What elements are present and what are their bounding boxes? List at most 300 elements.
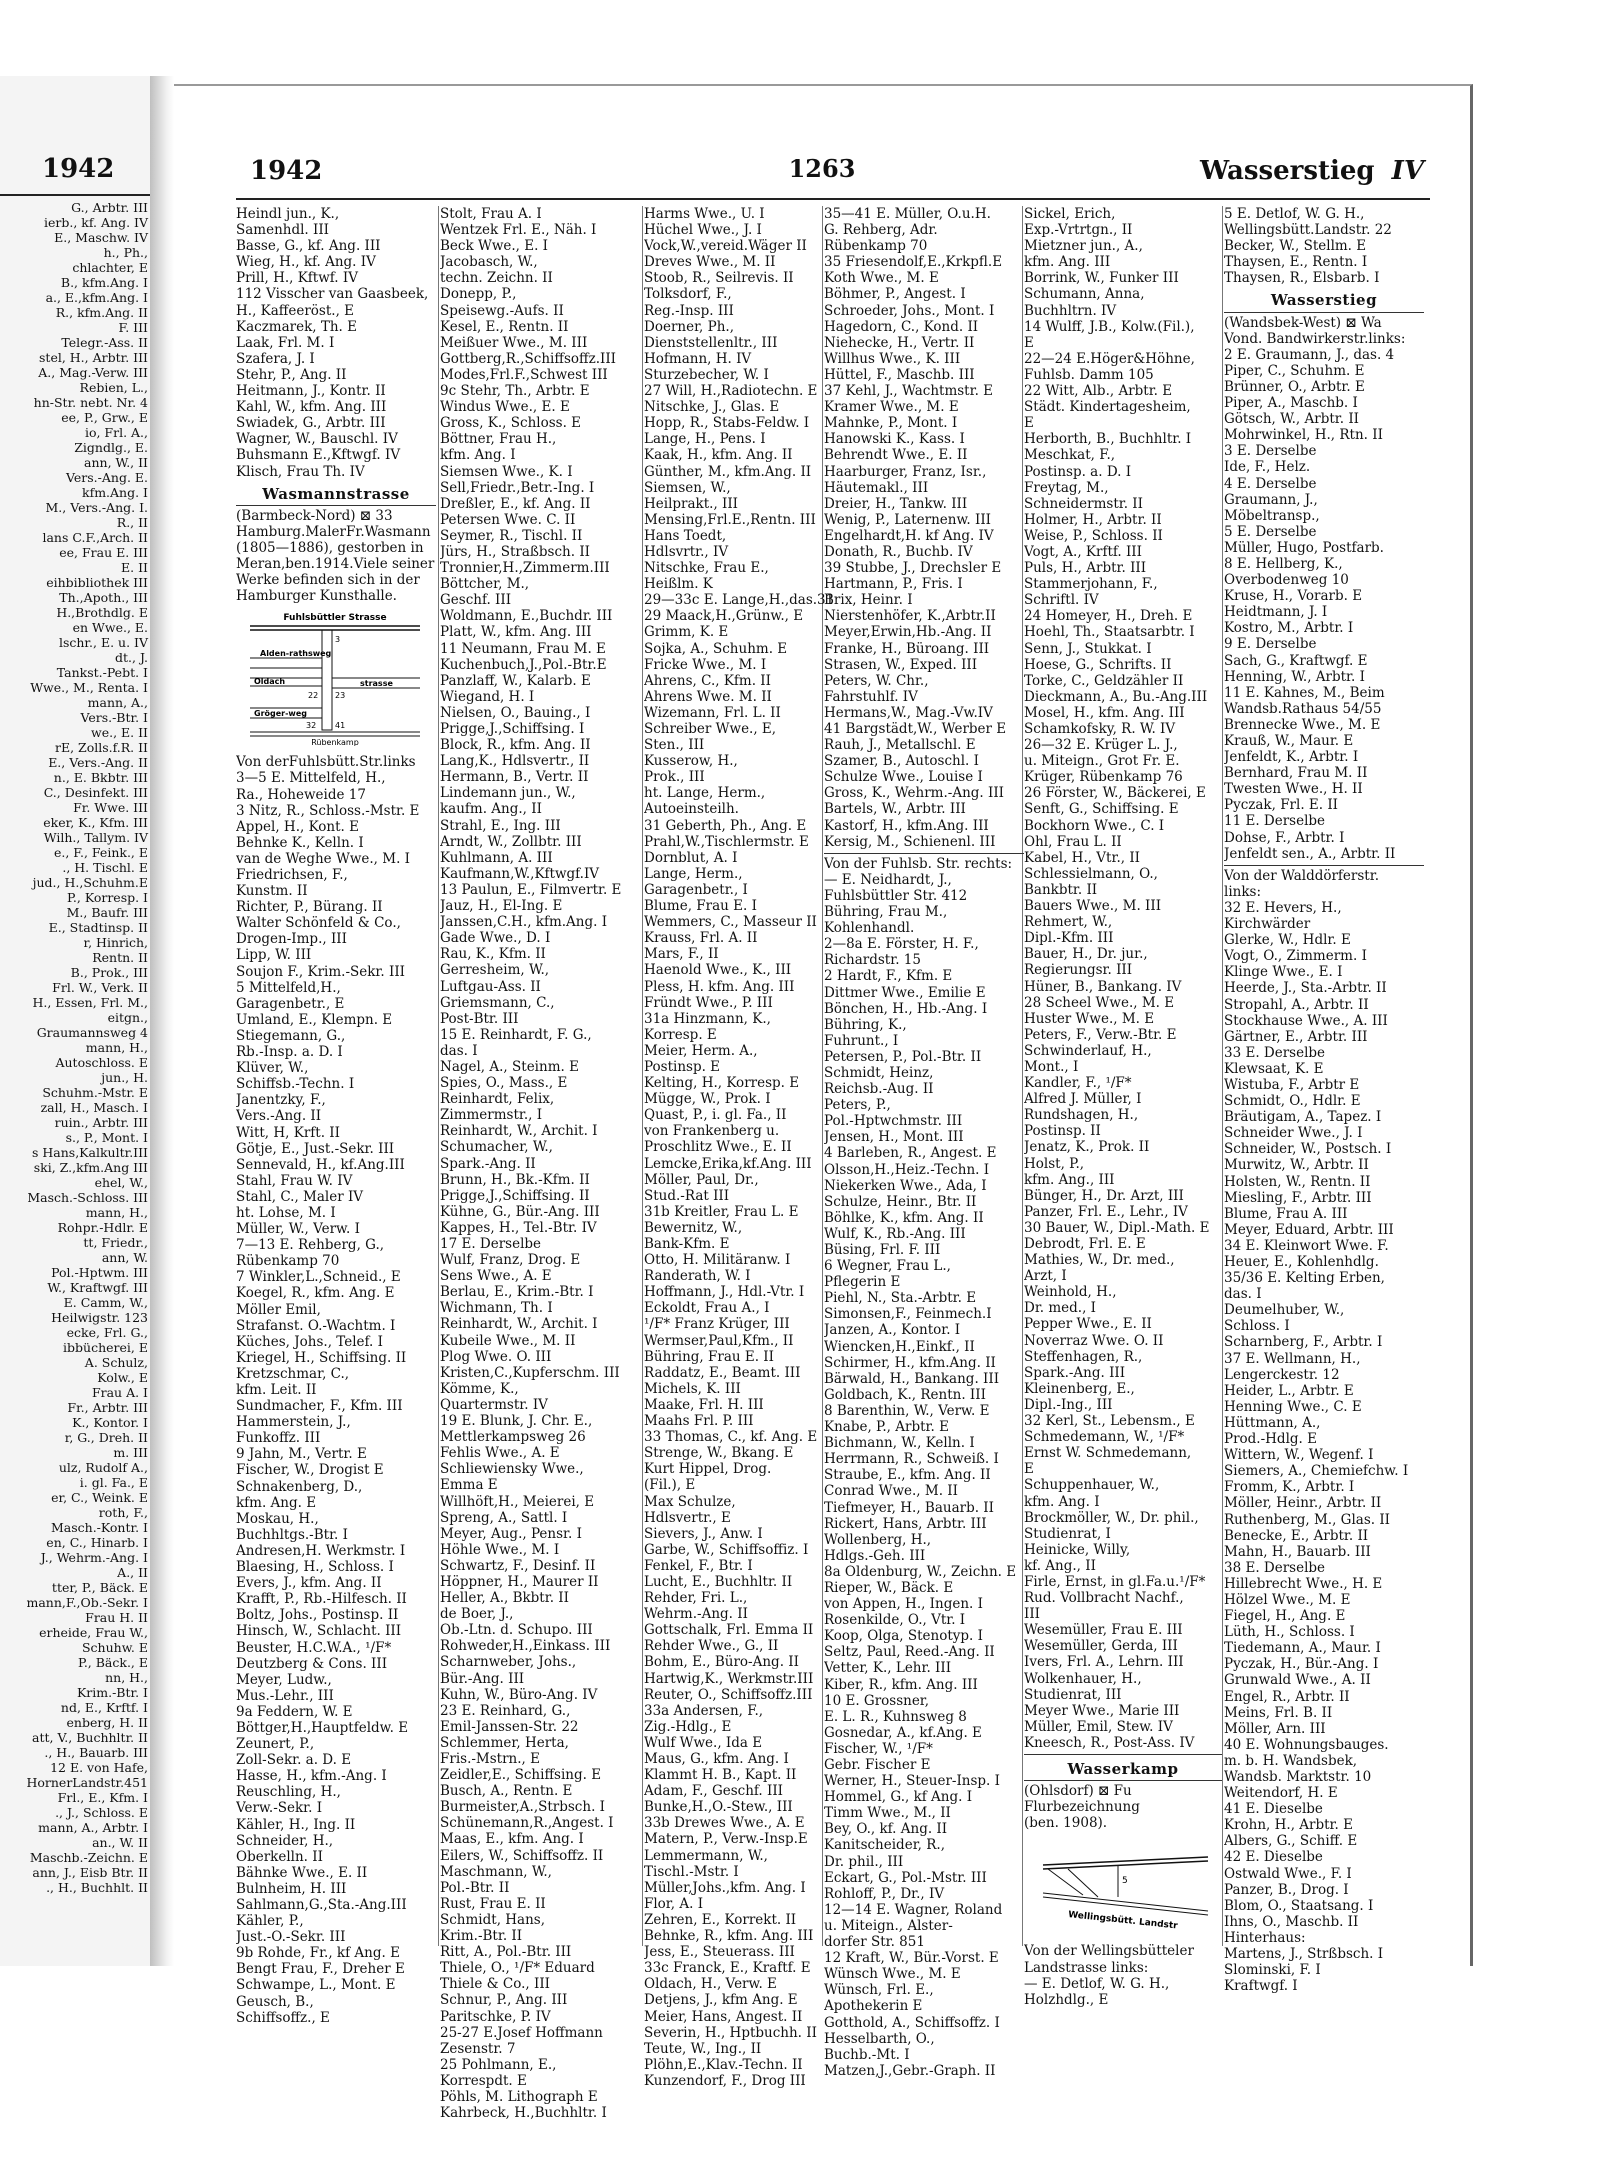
directory-entry: Götsch, W., Arbtr. II <box>1224 411 1359 428</box>
directory-entry: Postinsp. E <box>644 1058 721 1075</box>
directory-entry: Zeunert, P., <box>236 1736 315 1753</box>
directory-entry: Olsson,H.,Heiz.-Techn. I <box>824 1161 990 1178</box>
directory-entry: Flor, A. I <box>644 1895 704 1912</box>
directory-entry: Nitschke, Frau E., <box>644 560 769 577</box>
directory-entry: Maschb.-Zeichn. E <box>29 1850 148 1865</box>
directory-entry: ht. Lange, Herm., <box>644 785 766 802</box>
directory-entry: Böttcher, M., <box>440 576 530 593</box>
directory-entry: Tolksdorf, F., <box>644 286 732 303</box>
directory-entry: io, Frl. A., <box>84 425 148 440</box>
directory-entry: 5 Mittelfeld,H., <box>236 979 341 996</box>
directory-entry: Wandsb.Rathaus 54/55 <box>1224 700 1382 717</box>
directory-entry: (Fil.), E <box>644 1477 696 1494</box>
directory-entry: Böttner, Frau H., <box>440 431 557 448</box>
directory-entry: Hdlgs.-Geh. III <box>824 1547 926 1564</box>
directory-entry: Lemmermann, W., <box>644 1847 768 1864</box>
directory-entry: techn. Zeichn. II <box>440 270 553 287</box>
directory-entry: Mahn, H., Bauarb. III <box>1224 1543 1371 1560</box>
directory-entry: Siemers, A., Chemiefchw. I <box>1224 1463 1409 1480</box>
directory-entry: Meyer, Ludw., <box>236 1671 332 1688</box>
directory-entry: Spark.-Ang. III <box>1024 1364 1126 1381</box>
directory-entry: Bähnke Wwe., E. II <box>236 1864 368 1881</box>
directory-entry: Richardstr. 15 <box>824 952 921 969</box>
directory-entry: E. L. R., Kuhnsweg 8 <box>824 1708 967 1725</box>
directory-entry: 33a Andersen, F., <box>644 1702 764 1719</box>
directory-entry: ., H., Bauarb. III <box>44 1745 148 1760</box>
directory-entry: Scharnweber, Johs., <box>440 1654 577 1671</box>
directory-entry: ., H. Tischl. E <box>62 860 148 875</box>
directory-entry: Hermann, B., Vertr. II <box>440 769 589 786</box>
directory-entry: Hdlsvertr., E <box>644 1509 731 1526</box>
directory-entry: Wizemann, Frl. L. II <box>644 704 781 721</box>
directory-entry: Heilprakt., III <box>644 495 739 512</box>
directory-entry: Schulze Wwe., Louise I <box>824 769 983 786</box>
directory-entry: Schreiber Wwe., E, <box>644 721 777 737</box>
directory-entry: von Appen, H., Ingen. I <box>824 1596 983 1613</box>
directory-entry: i. gl. Fa., E <box>79 1475 148 1490</box>
directory-entry: Ahrens Wwe. M. II <box>644 688 772 705</box>
directory-entry: Zoll-Sekr. a. D. E <box>236 1752 352 1769</box>
directory-entry: 33c Franck, E., Kraftf. E <box>644 1960 811 1977</box>
directory-entry: Strasen, W., Exped. III <box>824 656 978 673</box>
directory-entry: Hartwig,K., Werkmstr.III <box>644 1670 814 1687</box>
directory-entry: 29—33c E. Lange,H.,das.31 <box>644 592 835 609</box>
directory-entry: Wesemüller, Gerda, III <box>1024 1638 1178 1655</box>
directory-entry: Krohn, H., Arbtr. E <box>1224 1817 1353 1834</box>
directory-entry: Henning, W., Arbtr. I <box>1224 668 1365 685</box>
column-separator <box>642 206 643 1946</box>
directory-entry: 37 E. Wellmann, H., <box>1224 1350 1361 1367</box>
directory-entry: ¹/F* Franz Krüger, III <box>644 1316 790 1333</box>
directory-entry: Thiele & Co., III <box>440 1976 551 1993</box>
previous-page-header-rule <box>0 194 150 196</box>
directory-entry: Bohm, E., Büro-Ang. II <box>644 1654 799 1671</box>
directory-entry: Hüttmann, A., <box>1224 1414 1321 1431</box>
directory-entry: Heidtmann, J. I <box>1224 604 1328 621</box>
directory-entry: Fischer, W., ¹/F* <box>824 1740 933 1757</box>
directory-entry: Dipl.-Ing., III <box>1024 1396 1113 1413</box>
directory-entry: Stahl, C., Maler IV <box>236 1188 364 1205</box>
directory-entry: 32 E. Hevers, H., <box>1224 899 1342 916</box>
directory-entry: Krafft, P., Rb.-Hilfesch. II <box>236 1591 407 1608</box>
directory-entry: HornerLandstr.451 <box>26 1775 148 1790</box>
directory-entry: 33b Drewes Wwe., A. E <box>644 1815 805 1832</box>
directory-entry: 19 E. Blunk, J. Chr. E., <box>440 1413 593 1430</box>
directory-entry: s., P., Mont. I <box>65 1130 148 1145</box>
directory-entry: Kastorf, H., kfm.Ang. III <box>824 817 989 834</box>
directory-entry: en Wwe., E. <box>72 620 148 635</box>
directory-entry: Ostwald Wwe., F. I <box>1224 1865 1352 1882</box>
directory-entry: Häutemakl., III <box>824 479 929 496</box>
directory-entry: Geusch, B., <box>236 1993 314 2010</box>
directory-entry: Kusserow, H., <box>644 753 738 770</box>
directory-entry: Fehlis Wwe., A. E <box>440 1445 560 1462</box>
directory-entry: Schneider, H., <box>236 1832 334 1849</box>
directory-entry: Hoffmann, J., Hdl.-Vtr. I <box>644 1284 805 1301</box>
directory-entry: Rohloff, P., Dr., IV <box>824 1885 945 1902</box>
directory-entry: Gotthold, A., Schiffsoffz. I <box>824 2014 1000 2031</box>
directory-entry: Schlemmer, Herta, <box>440 1734 569 1751</box>
directory-entry: Schirmer, H., kfm.Ang. II <box>824 1354 996 1371</box>
directory-entry: Tiefmeyer, H., Bauarb. II <box>824 1499 994 1516</box>
street-name: Wasserstieg <box>1200 156 1375 186</box>
directory-entry: Sell,Friedr.,Betr.-Ing. I <box>440 479 595 496</box>
directory-entry: Zeidler,E., Schiffsing. E <box>440 1767 602 1784</box>
directory-entry: ee, P., Grw., E <box>61 410 148 425</box>
directory-entry: Wemmers, C., Masseur II <box>644 914 817 931</box>
directory-entry: Zehren, E., Korrekt. II <box>644 1911 797 1928</box>
directory-entry: Wulf, K., Rb.-Ang. III <box>824 1225 966 1242</box>
directory-entry: 4 Barleben, R., Angest. E <box>824 1145 997 1162</box>
directory-entry: Rundshagen, H., <box>1024 1107 1139 1124</box>
directory-entry: Lüth, H., Schloss. I <box>1224 1624 1355 1641</box>
directory-entry: Wenig, P., Laternenw. III <box>824 511 992 528</box>
directory-entry: Sievers, J., Anw. I <box>644 1525 763 1542</box>
directory-entry: Hamburger Kunsthalle. <box>236 588 397 605</box>
directory-entry: Straube, E., kfm. Ang. II <box>824 1467 991 1484</box>
directory-entry: nn, H., <box>105 1670 148 1685</box>
directory-entry: Panzer, B., Drog. I <box>1224 1881 1349 1898</box>
directory-entry: Beuster, H.C.W.A., ¹/F* <box>236 1639 392 1656</box>
directory-entry: Senft, G., Schiffsing. E <box>1024 801 1179 818</box>
directory-entry: Fuhlsbüttler Str. 412 <box>824 887 968 904</box>
directory-entry: Weise, P., Schloss. II <box>1024 527 1163 544</box>
directory-entry: Lindemann jun., W., <box>440 785 576 802</box>
directory-entry: Plöhn,E.,Klav.-Techn. II <box>644 2056 803 2073</box>
directory-entry: Prigge,J.,Schiffsing. I <box>440 721 585 737</box>
directory-entry: kfm. Ang., III <box>1024 1171 1115 1188</box>
directory-entry: Sennevald, H., kf.Ang.III <box>236 1156 405 1173</box>
directory-entry: 8 E. Hellberg, K., <box>1224 555 1343 572</box>
directory-entry: Peters, F., Verw.-Btr. E <box>1024 1026 1177 1043</box>
directory-entry: Witt, H, Krft. II <box>236 1124 340 1141</box>
directory-entry: Speisewg.-Aufs. II <box>440 302 564 319</box>
directory-entry: Mont., I <box>1024 1058 1079 1075</box>
directory-entry: Kurt Hippel, Drog. <box>644 1461 772 1478</box>
directory-entry: Kubeile Wwe., M. II <box>440 1332 576 1349</box>
directory-page <box>174 84 1473 2122</box>
directory-entry: Burmeister,A.,Strbsch. I <box>440 1799 605 1816</box>
directory-entry: zall, H., Masch. I <box>40 1100 148 1115</box>
directory-entry: r, Hinrich, <box>83 935 148 950</box>
directory-entry: Dornblut, A. I <box>644 849 738 866</box>
directory-entry: 7 Winkler,L.,Schneid., E <box>236 1269 401 1286</box>
directory-entry: Buchb.-Mt. I <box>824 2046 910 2063</box>
directory-column-5 <box>1024 206 1222 2008</box>
directory-entry: Wilh., Tallym. IV <box>43 830 148 845</box>
directory-entry: Heitmann, J., Kontr. II <box>236 383 386 400</box>
directory-entry: Ritt, A., Pol.-Btr. III <box>440 1944 572 1961</box>
directory-entry: (1805—1886), gestorben in <box>236 539 424 556</box>
directory-entry: Wellingsbütt.Landstr. 22 <box>1224 222 1392 239</box>
section-rule <box>1224 865 1424 866</box>
directory-entry: Hoese, G., Schrifts. II <box>1024 656 1172 673</box>
directory-entry: rE, Zolls.f.R. II <box>54 740 148 755</box>
directory-entry: Mathies, W., Dr. med., <box>1024 1252 1175 1269</box>
directory-entry: Heindl jun., K., <box>236 206 340 222</box>
directory-entry: erheide, Frau W., <box>39 1625 148 1640</box>
directory-entry: Meran,ben.1914.Viele seiner <box>236 555 435 572</box>
directory-entry: B., kfm.Ang. I <box>60 275 148 290</box>
directory-entry: Twesten Wwe., H. II <box>1224 781 1363 798</box>
directory-entry: Firle, Ernst, in gl.Fa.u.¹/F* <box>1024 1573 1206 1590</box>
directory-entry: M., Vers.-Ang. I. <box>45 500 148 515</box>
directory-entry: Tronnier,H.,Zimmerm.III <box>440 560 610 577</box>
directory-entry: Hanowski K., Kass. I <box>824 431 965 448</box>
street-heading: Wasmannstrasse <box>262 484 410 503</box>
directory-entry: Knabe, P., Arbtr. E <box>824 1419 949 1436</box>
directory-entry: Sojka, A., Schuhm. E <box>644 640 788 657</box>
directory-entry: Möbeltransp., <box>1224 507 1320 524</box>
directory-entry: Hinterhaus: <box>1224 1929 1306 1946</box>
directory-entry: Wesemüller, Frau E. III <box>1024 1622 1183 1639</box>
directory-entry: Verw.-Sekr. I <box>236 1800 323 1817</box>
directory-entry: Haarburger, Franz, Isr., <box>824 463 987 480</box>
directory-entry: A. Schulz, <box>84 1355 148 1370</box>
directory-column-3 <box>644 206 844 2089</box>
directory-entry: Kristen,C.,Kupferschm. III <box>440 1364 620 1381</box>
directory-entry: Bür.-Ang. III <box>440 1670 525 1687</box>
directory-entry: Henning Wwe., C. E <box>1224 1398 1362 1415</box>
directory-entry: Bewernitz, W., <box>644 1219 743 1236</box>
directory-entry: 41 Bargstädt,W., Werber E <box>824 721 1007 737</box>
directory-entry: 26—32 E. Krüger L. J., <box>1024 737 1178 754</box>
directory-entry: 2—8a E. Förster, H. F., <box>824 936 979 953</box>
directory-entry: Krauß, W., Maur. E <box>1224 733 1354 749</box>
directory-entry: ., H., Buchhlt. II <box>46 1880 148 1895</box>
directory-entry: Meyer, Aug., Pensr. I <box>440 1525 582 1542</box>
directory-entry: eker, K., Kfm. III <box>43 815 148 830</box>
directory-entry: 13 Paulun, E., Filmvertr. E <box>440 881 622 898</box>
directory-entry: kfm. Ang. I <box>440 447 516 464</box>
directory-entry: Koegel, R., kfm. Ang. E <box>236 1285 395 1302</box>
directory-entry: W., Kraftwgf. III <box>47 1280 148 1295</box>
directory-entry: Lucht, E., Buchhltr. II <box>644 1573 793 1590</box>
directory-entry: Kersig, M., Schienenl. III <box>824 833 996 850</box>
directory-entry: 38 E. Derselbe <box>1224 1559 1326 1576</box>
directory-entry: Bunke,H.,O.-Stew., III <box>644 1799 793 1816</box>
directory-entry: Nitschke, J., Glas. E <box>644 399 780 416</box>
directory-entry: Kabel, H., Vtr., II <box>1024 849 1140 866</box>
directory-entry: kf. Ang., II <box>1024 1557 1096 1574</box>
directory-entry: Stud.-Rat III <box>644 1187 730 1204</box>
directory-entry: R., II <box>116 515 148 530</box>
directory-entry: Mettlerkampsweg 26 <box>440 1429 586 1446</box>
directory-entry: Brix, Heinr. I <box>824 592 913 609</box>
directory-entry: Thiele, O., ¹/F* Eduard <box>440 1960 595 1977</box>
directory-entry: Holzhdlg., E <box>1024 1991 1109 2008</box>
directory-entry: Frau H. II <box>85 1610 148 1625</box>
directory-entry: s Hans,Kalkultr.III <box>31 1145 148 1160</box>
directory-entry: Becker, W., Stellm. E <box>1224 238 1367 255</box>
directory-entry: 9b Rohde, Fr., kf Ang. E <box>236 1945 400 1962</box>
directory-entry: Sach, G., Kraftwgf. E <box>1224 652 1368 669</box>
directory-entry: Holsten, W., Rentn. II <box>1224 1173 1371 1190</box>
directory-entry: Woldmann, E.,Buchdr. III <box>440 608 613 625</box>
directory-entry: Von der Fuhlsb. Str. rechts: <box>824 855 1013 872</box>
directory-entry: er, C., Weink. E <box>51 1490 148 1505</box>
directory-entry: Walter Schönfeld & Co., <box>236 915 401 932</box>
directory-entry: kfm.Ang. I <box>82 485 148 500</box>
directory-entry: Hdlsvrtr., IV <box>644 543 729 560</box>
directory-entry: Rentn. II <box>92 950 148 965</box>
directory-entry: E. II <box>121 560 148 575</box>
directory-entry: 11 E. Kahnes, M., Beim <box>1224 684 1385 701</box>
directory-entry: dt., J. <box>115 650 148 665</box>
directory-entry: Niekerken Wwe., Ada, I <box>824 1177 987 1194</box>
directory-entry: Ohl, Frau L. II <box>1024 833 1122 850</box>
directory-entry: Böttger,H.,Hauptfeldw. E <box>236 1719 409 1736</box>
directory-entry: Stolt, Frau A. I <box>440 206 542 222</box>
directory-entry: 29 Maack,H.,Grünw., E <box>644 608 804 625</box>
map-label: Oldach <box>254 677 286 687</box>
directory-entry: Fuhlsb. Damm 105 <box>1024 366 1154 383</box>
directory-entry: Wehrm.-Ang. II <box>644 1606 748 1623</box>
directory-entry: Szafera, J. I <box>236 350 315 367</box>
directory-entry: Mietzner jun., A., <box>1024 238 1143 255</box>
directory-entry: von Frankenberg u. <box>644 1123 780 1140</box>
directory-entry: Flurbezeichnung <box>1024 1799 1140 1816</box>
directory-entry: Reg.-Insp. III <box>644 302 734 319</box>
directory-entry: Reinhardt, W., Archit. I <box>440 1316 598 1333</box>
directory-entry: Hammerstein, J., <box>236 1414 351 1431</box>
directory-entry: Hinsch, W., Schlacht. III <box>236 1623 402 1640</box>
directory-entry: Hölzel Wwe., M. E <box>1224 1591 1351 1608</box>
directory-entry: Mus.-Lehr., III <box>236 1687 334 1704</box>
directory-entry: 42 E. Dieselbe <box>1224 1849 1323 1866</box>
directory-entry: Janzen, A., Kontor. I <box>824 1322 961 1339</box>
street-map-wasmannstrasse <box>240 608 430 746</box>
directory-entry: Eilers, W., Schiffsoffz. II <box>440 1847 604 1864</box>
directory-entry: we., E. II <box>91 725 148 740</box>
directory-entry: Kriegel, H., Schiffsing. II <box>236 1349 407 1366</box>
directory-entry: Stockhause Wwe., A. III <box>1224 1012 1388 1029</box>
directory-entry: das. I <box>440 1042 478 1059</box>
directory-entry: Kesel, E., Rentn. II <box>440 318 569 335</box>
directory-entry: 39 Stubbe, J., Drechsler E <box>824 560 1002 577</box>
directory-entry: Heller, A., Bkbtr. II <box>440 1590 569 1607</box>
directory-entry: Peters, W. Chr., <box>824 672 929 689</box>
directory-entry: Rickert, Hans, Arbtr. III <box>824 1515 987 1532</box>
directory-entry: Seymer, R., Tischl. II <box>440 527 583 544</box>
directory-entry: Sten., III <box>644 737 705 754</box>
directory-entry: Dreßler, E., kf. Ang. II <box>440 495 591 512</box>
directory-entry: Koop, Olga, Stenotyp. I <box>824 1628 983 1645</box>
directory-entry: Schumann, Anna, <box>1024 286 1145 303</box>
page-number: 1263 <box>788 154 856 183</box>
directory-entry: Andresen,H. Werkmstr. I <box>236 1542 406 1559</box>
directory-entry: 26 Förster, W., Bäckerei, E <box>1024 785 1206 802</box>
directory-entry: Kandler, F., ¹/F* <box>1024 1075 1132 1092</box>
directory-entry: ., J., Schloss. E <box>55 1805 148 1820</box>
directory-entry: Pyczak, Frl. E. II <box>1224 797 1339 814</box>
directory-entry: Scharnberg, F., Arbtr. I <box>1224 1334 1383 1351</box>
directory-entry: Maake, Frl. H. III <box>644 1396 764 1413</box>
directory-entry: Schneider Wwe., J. I <box>1224 1125 1363 1142</box>
directory-entry: Steffenhagen, R., <box>1024 1348 1143 1365</box>
directory-entry: Puls, H., Arbtr. III <box>1024 560 1147 577</box>
directory-entry: Zigndlg., E. <box>74 440 148 455</box>
directory-entry: Tischl.-Mstr. I <box>644 1863 739 1880</box>
directory-entry: 41 E. Dieselbe <box>1224 1801 1323 1818</box>
directory-entry: Blume, Frau E. I <box>644 898 757 915</box>
directory-entry: Rauh, J., Metallschl. E <box>824 737 976 754</box>
directory-entry: Rieper, W., Bäck. E <box>824 1579 954 1596</box>
directory-entry: Paritschke, P. IV <box>440 2008 551 2025</box>
directory-entry: en, C., Hinarb. I <box>46 1535 148 1550</box>
column-separator <box>1222 206 1223 1946</box>
directory-entry: eihbibliothek III <box>46 575 148 590</box>
directory-entry: Arzt, I <box>1024 1268 1067 1285</box>
directory-entry: Rust, Frau E. II <box>440 1895 546 1912</box>
directory-entry: 3 E. Derselbe <box>1224 443 1317 460</box>
directory-entry: n., E. Bkbtr. III <box>53 770 148 785</box>
directory-entry: Maschmann, W., <box>440 1863 552 1880</box>
directory-entry: van de Weghe Wwe., M. I <box>236 850 410 867</box>
directory-entry: Noverraz Wwe. O. II <box>1024 1332 1164 1349</box>
street-heading: Wasserstieg <box>1270 291 1378 310</box>
directory-entry: Umland, E., Klempn. E <box>236 1011 393 1028</box>
directory-entry: jud., H.,Schuhm.E <box>32 875 148 890</box>
directory-entry: Fiegel, H., Ang. E <box>1224 1608 1346 1625</box>
directory-entry: Rehmert, W., <box>1024 914 1113 931</box>
directory-entry: Prigge,J.,Schiffsing. II <box>440 1187 590 1204</box>
directory-entry: stel, H., Arbtr. III <box>39 350 148 365</box>
directory-entry: Landstrasse links: <box>1024 1959 1149 1976</box>
directory-entry: Schuhm.-Mstr. E <box>42 1085 148 1100</box>
directory-entry: Reuter, O., Schiffsoffz.III <box>644 1686 813 1703</box>
directory-entry: Dittmer Wwe., Emilie E <box>824 984 986 1001</box>
directory-entry: E., Vers.-Ang. II <box>48 755 148 770</box>
directory-entry: Apothekerin E <box>824 1998 923 2015</box>
directory-entry: Jenatz, K., Prok. II <box>1024 1139 1150 1156</box>
directory-entry: chlachter, E <box>72 260 148 275</box>
directory-entry: Kunstm. II <box>236 883 308 900</box>
street-map-wasserkamp <box>1028 1835 1218 1935</box>
directory-entry: Böhmer, P., Angest. I <box>824 286 966 303</box>
directory-entry: Kähler, H., Ing. II <box>236 1816 356 1833</box>
directory-entry: Busch, A., Rentn. E <box>440 1783 573 1800</box>
directory-entry: Pepper Wwe., E. II <box>1024 1316 1152 1333</box>
directory-entry: Ihns, O., Maschb. II <box>1224 1913 1359 1930</box>
directory-entry: Ernst W. Schmedemann, <box>1024 1445 1192 1462</box>
directory-entry: G., Arbtr. III <box>71 200 148 215</box>
directory-entry: mann, H., <box>85 1040 148 1055</box>
directory-entry: lschr., E. u. IV <box>58 635 148 650</box>
directory-entry: Schwampe, L., Mont. E <box>236 1977 396 1994</box>
directory-entry: Hagedorn, C., Kond. II <box>824 318 979 335</box>
directory-entry: Hillebrecht Wwe., H. E <box>1224 1575 1383 1592</box>
directory-entry: Kuhlmann, A. III <box>440 849 553 866</box>
directory-entry: Piehl, N., Sta.-Arbtr. E <box>824 1290 977 1307</box>
directory-entry: Heinicke, Willy, <box>1024 1541 1131 1558</box>
directory-entry: Kanitscheider, R., <box>824 1837 945 1854</box>
directory-entry: Kahl, W., kfm. Ang. III <box>236 399 387 416</box>
directory-entry: Rehder, Fri. L., <box>644 1590 748 1607</box>
directory-entry: Pyczak, H., Bür.-Ang. I <box>1224 1656 1379 1673</box>
directory-entry: Engelhardt,H. kf Ang. IV <box>824 527 994 544</box>
directory-entry: Niehecke, H., Vertr. II <box>824 334 975 351</box>
directory-entry: 27 Will, H.,Radiotechn. E <box>644 383 818 400</box>
directory-entry: Block, R., kfm. Ang. II <box>440 737 591 754</box>
directory-entry: Hüttel, F., Maschb. III <box>824 366 975 383</box>
directory-entry: Peters, P., <box>824 1097 891 1114</box>
directory-entry: Postinsp. II <box>1024 1123 1101 1140</box>
directory-entry: Bulnheim, H. III <box>236 1880 347 1897</box>
directory-entry: Klinge Wwe., E. I <box>1224 964 1343 981</box>
directory-entry: 11 E. Derselbe <box>1224 813 1326 830</box>
directory-entry: H.,Brothdlg. E <box>56 605 148 620</box>
